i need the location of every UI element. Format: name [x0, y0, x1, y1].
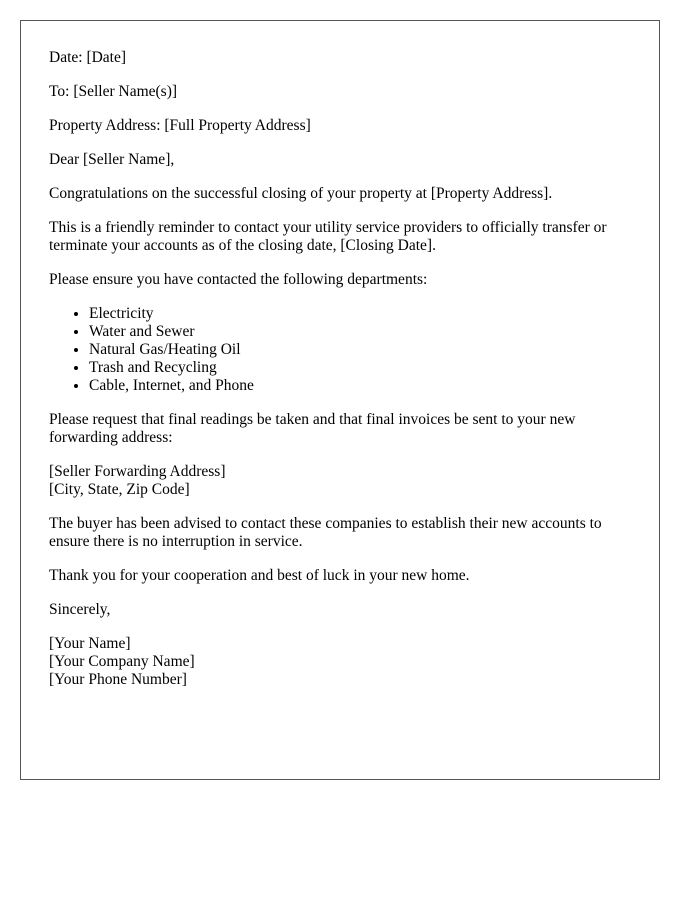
congratulations-paragraph: Congratulations on the successful closing of your property at [Property Address]. [49, 185, 553, 202]
thanks-paragraph: Thank you for your cooperation and best of luck in your new home. [49, 567, 470, 584]
department-item: • Water and Sewer [89, 323, 631, 341]
signature-phone: [Your Phone Number] [49, 671, 187, 688]
forwarding-address-block [49, 463, 631, 499]
department-item: • Trash and Recycling [89, 359, 631, 377]
buyer-paragraph: The buyer has been advised to contact these companies to establish their new accounts to ensure there is no interruption in service. [49, 515, 602, 550]
department-item: • Natural Gas/Heating Oil [89, 341, 631, 359]
reminder-paragraph: This is a friendly reminder to contact your utility service providers to officially transfer or terminate your accounts as of the closing date, [Closing Date]. [49, 219, 607, 254]
date-line: Date: [Date] [49, 49, 127, 66]
forwarding-address-line: [Seller Forwarding Address] [49, 463, 226, 480]
departments-list [49, 305, 631, 395]
ensure-paragraph: Please ensure you have contacted the following departments: [49, 271, 428, 288]
closing: Sincerely, [49, 601, 111, 618]
request-paragraph: Please request that final readings be taken and that final invoices be sent to your new forwarding address: [49, 411, 576, 446]
department-item: • Cable, Internet, and Phone [89, 377, 631, 395]
letter-document [20, 20, 660, 780]
signature-block [49, 635, 631, 689]
forwarding-city-line: [City, State, Zip Code] [49, 481, 190, 498]
signature-company: [Your Company Name] [49, 653, 195, 670]
salutation: Dear [Seller Name], [49, 151, 175, 168]
property-address-line: Property Address: [Full Property Address] [49, 117, 311, 134]
department-item: • Electricity [89, 305, 631, 323]
signature-name: [Your Name] [49, 635, 131, 652]
recipient-line: To: [Seller Name(s)] [49, 83, 178, 100]
